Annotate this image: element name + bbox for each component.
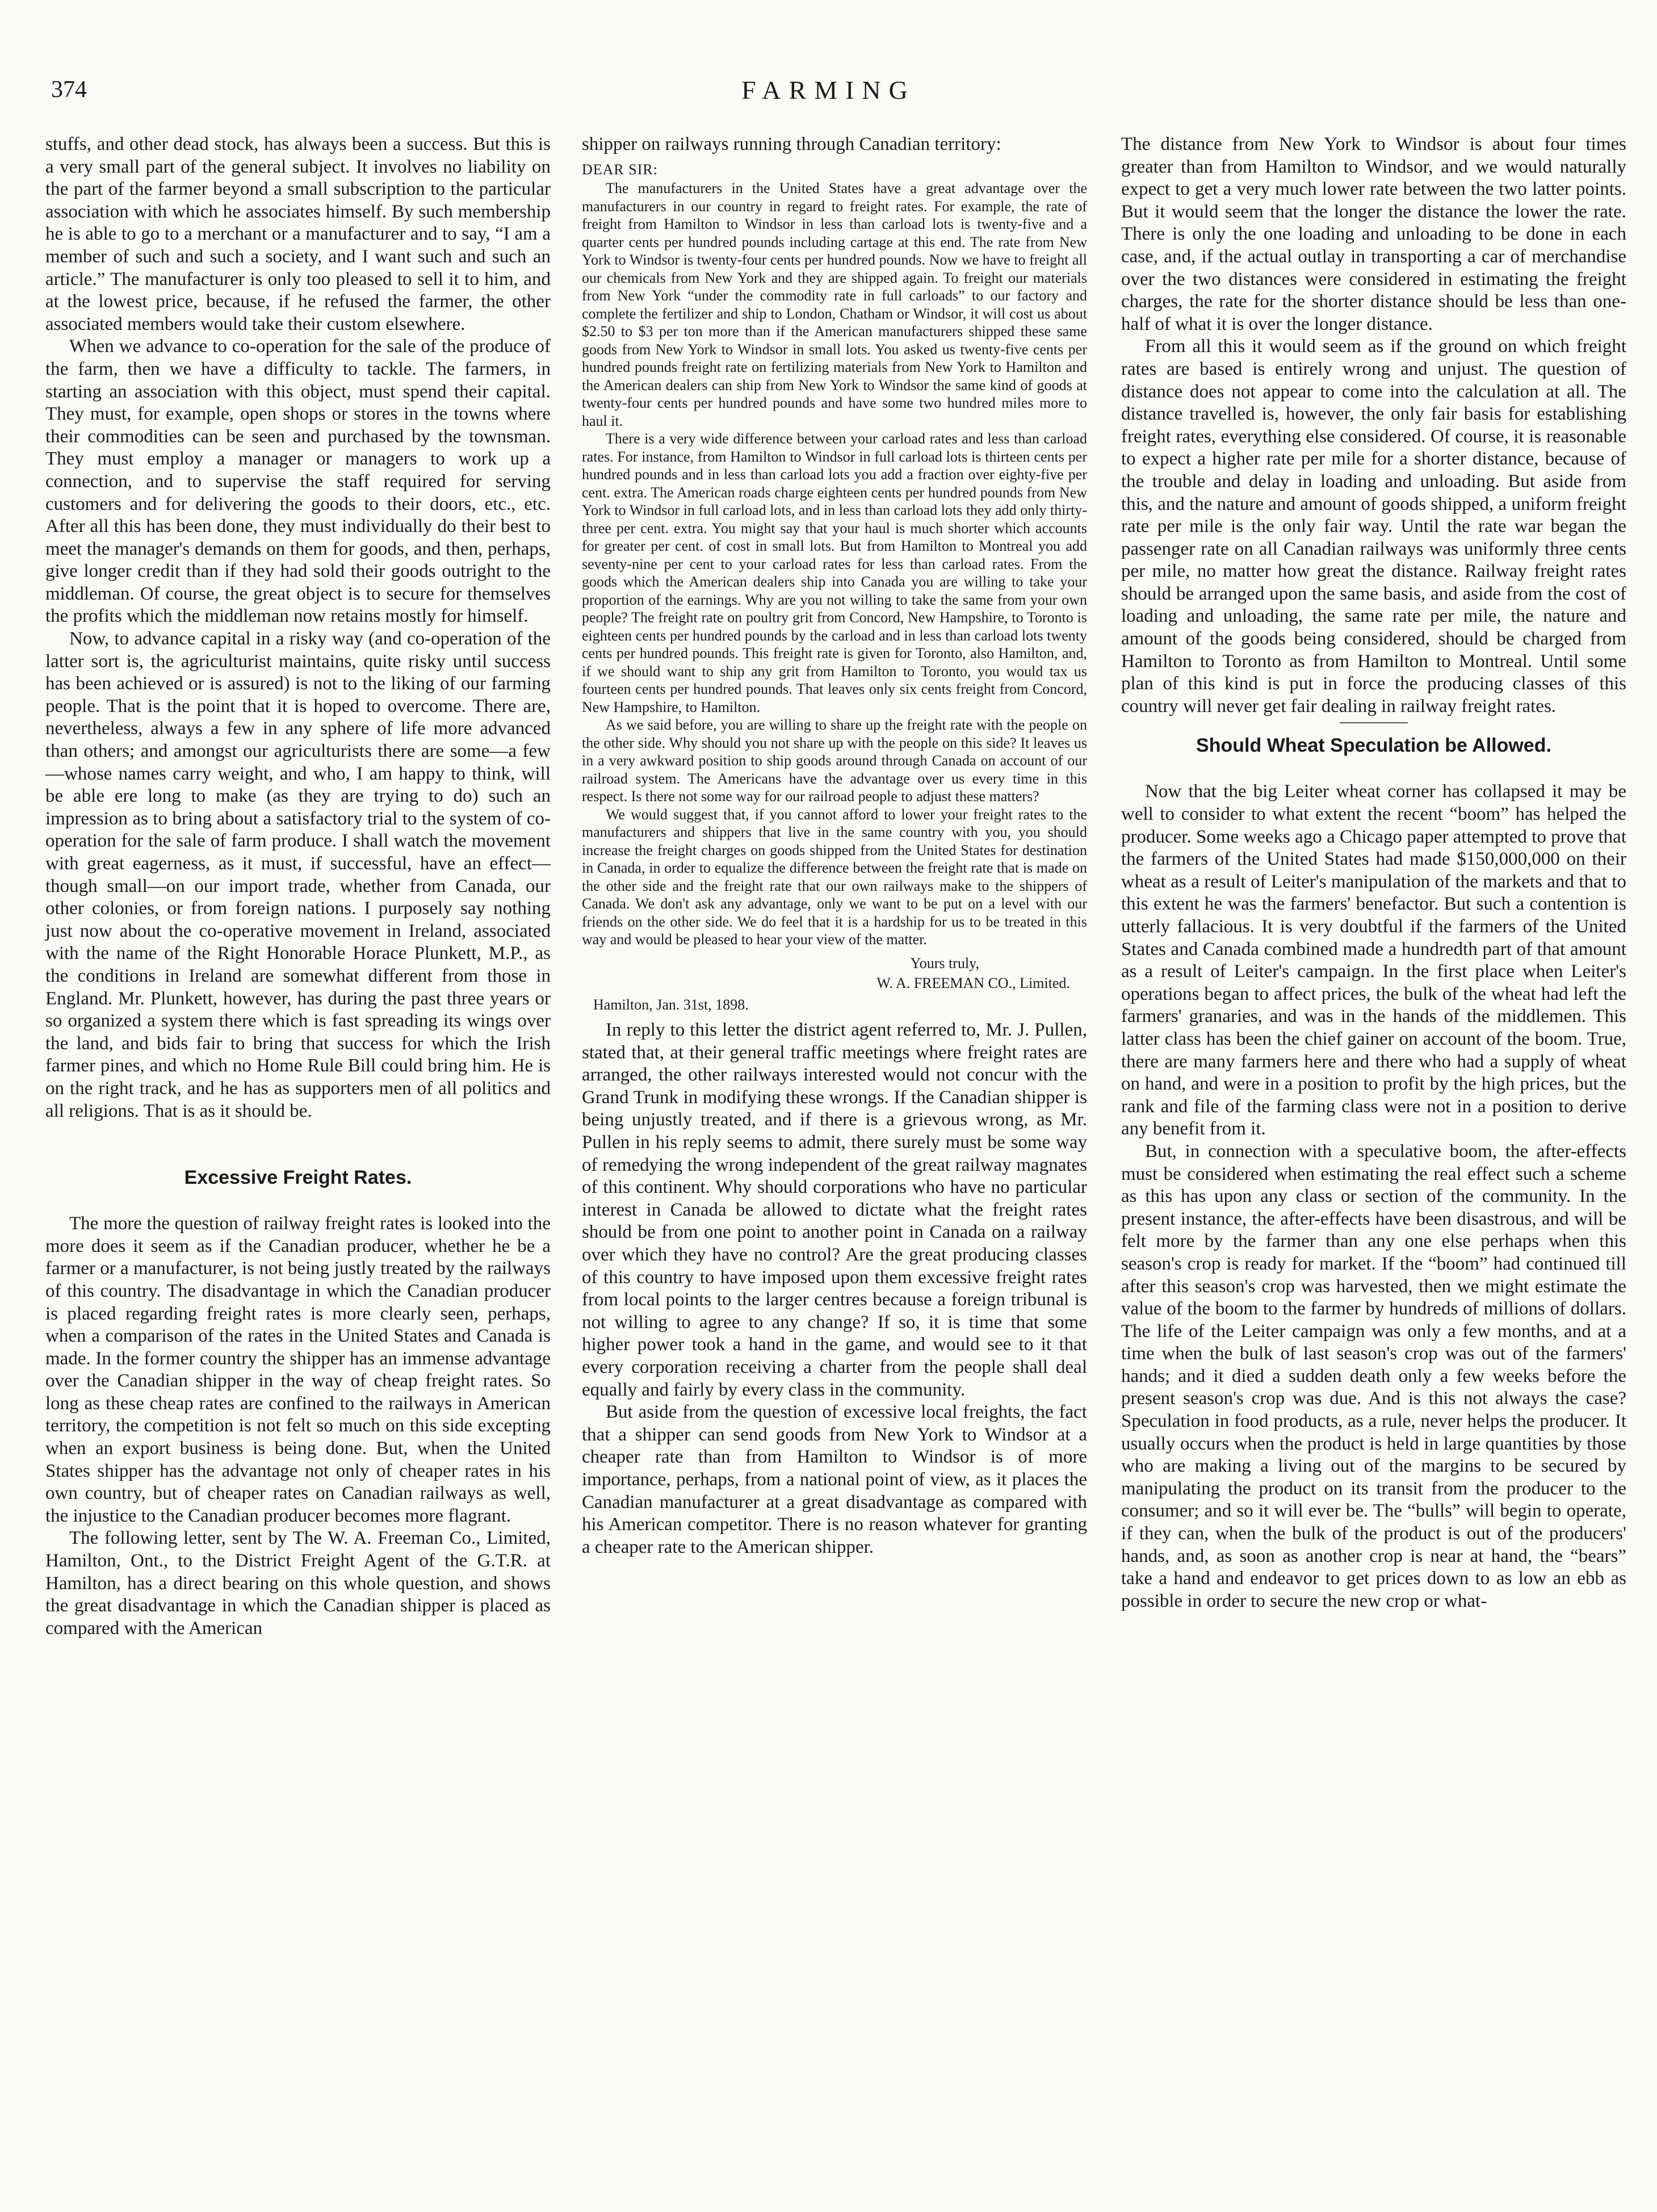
section-heading-wheat-speculation: Should Wheat Speculation be Allowed.	[1196, 735, 1551, 757]
page-number: 374	[51, 77, 87, 103]
section-heading-freight-rates: Excessive Freight Rates.	[184, 1167, 412, 1189]
paragraph: Now, to advance capital in a risky way (and co-operation of the latter sort is, the agriculturist maintains, quite risky until success has been achieved or is assured) is not to the liking of our farming people. That is the point that it is hoped to overcome. There are, nevertheless, always a few in any sphere of life more advanced than others; and amongst our agriculturists there are some—a few—whose names carry weight, and who, I am happy to think, will be able ere long to make (as they are trying to do) such an impression as to bring about a satisfactory trial to the system of co-operation for the sale of farm produce. I shall watch the movement with great eagerness, as it must, if successful, have an effect—though small—on our import trade, whether from Canada, our other colonies, or from foreign nations. I purposely say nothing just now about the co-operative movement in Ireland, associated with the name of the Right Honorable Horace Plunkett, M.P., as the conditions in Ireland are somewhat different from those in England. Mr. Plunkett, however, has during the past three years or so organized a system there which is fast spreading its wings over the land, and bids fair to bring that success for which the Irish farmer pines, and which no Home Rule Bill could bring him. He is on the right track, and he has as supporters men of all politics and all religions. That is as it should be.	[45, 629, 551, 1121]
letter-signature: W. A. FREEMAN CO., Limited.	[876, 975, 1070, 992]
paragraph: The more the question of railway freight rates is looked into the more does it seem as if the Canadian producer, whether he be a farmer or a manufacturer, is not being justly treated by the railways of this country. The disadvantage in which the Canadian producer is placed regarding freight rates is more clearly seen, perhaps, when a comparison of the rates in the United States and Canada is made. In the former country the shipper has an immense advantage over the Canadian shipper in the way of cheap freight rates. So long as these cheap rates are confined to the railways in American territory, the competition is not felt so much on this side excepting when an export business is being done. But, when the United States shipper has the advantage not only of cheaper rates in his own country, but of cheaper rates on Canadian railways as well, the injustice to the Canadian producer becomes more flagrant.	[45, 1213, 551, 1526]
paragraph: The distance from New York to Windsor is about four times greater than from Hamilton to Windsor, and we would naturally expect to get a very much lower rate between the two latter points. But it would seem that the longer the distance the lower the rate. There is only the one loading and unloading to be done in each case, and, if the actual outlay in transporting a car of merchandise over the two distances were considered in estimating the freight charges, the rate for the shorter distance should be less than one-half of what it is over the longer distance.	[1121, 134, 1626, 334]
column-1	[45, 133, 551, 1640]
paragraph: shipper on railways running through Canadian territory:	[582, 134, 1001, 154]
letter-paragraph: The manufacturers in the United States have a great advantage over the manufacturers in our country in regard to freight rates. For example, the rate of freight from Hamilton to Windsor in less than carload lots is twenty-five and a quarter cents per hundred pounds including cartage at this end. The rate from New York to Windsor is twenty-four cents per hundred pounds. Now we have to freight all our chemicals from New York and they are shipped again. To freight our materials from New York “under the commodity rate in full carloads” to our factory and complete the fertilizer and ship to London, Chatham or Windsor, it will cost us about $2.50 to $3 per ton more than if the American manufacturers shipped these same goods from New York to Windsor in small lots. You asked us twenty-five cents per hundred pounds freight rate on fertilizing materials from New York to Hamilton and the American dealers can ship from New York to Windsor the same kind of goods at twenty-four cents per hundred pounds and have some two hundred miles more to haul it.	[582, 180, 1087, 429]
page-header	[45, 68, 1612, 114]
letter-paragraph: As we said before, you are willing to share up the freight rate with the people on the other side. Why should you not share up with the people on this side? It leaves us in a very awkward position to ship goods around through Canada on account of our railroad system. The Americans have the advantage over us every time in this respect. Is there not some way for our railroad people to adjust these matters?	[582, 717, 1087, 805]
paragraph: The following letter, sent by The W. A. Freeman Co., Limited, Hamilton, Ont., to the District Freight Agent of the G.T.R. at Hamilton, has a direct bearing on this whole question, and shows the great disadvantage in which the Canadian shipper is placed as compared with the American	[45, 1528, 551, 1639]
paragraph: stuffs, and other dead stock, has always been a success. But this is a very small part of the general subject. It involves no liability on the part of the farmer beyond a small subscription to the particular association with which he associates himself. By such membership he is able to go to a merchant or a manufacturer and to say, “I am a member of such and such a society, and I want such and such an article.” The manufacturer is only too pleased to sell it to him, and at the lowest price, because, if he refused the farmer, the other associated members would take their custom elsewhere.	[45, 134, 551, 334]
paragraph: But, in connection with a speculative boom, the after-effects must be considered when estimating the real effect such a scheme as this has upon any class or section of the community. In the present instance, the after-effects have been disastrous, and will be felt more by the farmer than any one else perhaps when this season's crop is ready for market. If the “boom” had continued till after this season's crop was harvested, then we might estimate the value of the boom to the farmer by hundreds of millions of dollars. The life of the Leiter campaign was only a few months, and at a time when the bulk of last season's crop was out of the farmers' hands; and it died a sudden death only a few weeks before the present season's crop was due. And is this not always the case? Speculation in food products, as a rule, never helps the producer. It usually occurs when the product is held in large quantities by those who are making a living out of the margins to be secured by manipulating the product on its transit from the producer to the consumer; and so it will ever be. The “bulls” will begin to operate, if they can, when the bulk of the product is out of the producers' hands, and, as soon as another crop is near at hand, the “bears” take a hand and endeavor to get prices down to as low an ebb as possible in order to secure the new crop or what-	[1121, 1141, 1626, 1611]
letter-place-date: Hamilton, Jan. 31st, 1898.	[593, 996, 749, 1013]
paragraph: Now that the big Leiter wheat corner has collapsed it may be well to consider to what extent the recent “boom” has helped the producer. Some weeks ago a Chicago paper attempted to prove that the farmers of the United States had made $150,000,000 on their wheat as a result of Leiter's manipulation of the markets and that to this extent he was the farmers' benefactor. But such a contention is utterly fallacious. It is very doubtful if the farmers of the United States and Canada combined made a hundredth part of that amount as a result of Leiter's campaign. In the first place when Leiter's operations began to affect prices, the bulk of the wheat had left the farmers' granaries, and was in the hands of the middlemen. This latter class has been the chief gainer on account of the boom. True, there are many farmers here and there who had a supply of wheat on hand, and were in a position to profit by the high prices, but the rank and file of the farming class were not in a position to derive any benefit from it.	[1121, 781, 1626, 1139]
letter-paragraph: There is a very wide difference between your carload rates and less than carload rates. For instance, from Hamilton to Windsor in full carload lots is thirteen cents per hundred pounds and in less than carload lots you add a fraction over eighty-five per cent. extra. The American roads charge eighteen cents per hundred pounds from New York to Windsor in full carload lots, and in less than carload lots they add only thirty-three per cent. extra. You might say that your haul is much shorter which accounts for greater per cent. of cost in small lots. But from Hamilton to Montreal you add seventy-nine per cent to your carload rates for less than carload rates. From the goods which the American dealers ship into Canada you are willing to take your proportion of the earnings. Why are you not willing to take the same from your own people? The freight rate on poultry grit from Concord, New Hampshire, to Toronto is eighteen cents per hundred pounds by the carload and in less than carload lots twenty cents per hundred pounds. This freight rate is given for Toronto, also Hamilton, and, if we should want to ship any grit from Hamilton to Toronto, you would tax us fourteen cents per hundred pounds. That leaves only six cents freight from Concord, New Hampshire, to Hamilton.	[582, 430, 1087, 715]
paragraph: In reply to this letter the district agent referred to, Mr. J. Pullen, stated that, at their general traffic meetings where freight rates are arranged, the other railways interested would not concur with the Grand Trunk in modifying these wrongs. If the Canadian shipper is being unjustly treated, and if there is a grievous wrong, as Mr. Pullen in his reply seems to admit, there surely must be some way of remedying the wrong independent of the great railway magnates of this continent. Why should corporations who have no particular interest in Canada be allowed to dictate what the freight rates should be from one point to another point in Canada on a railway over which they have no control? Are the great producing classes of this country to have imposed upon them excessive freight rates from local points to the larger centres because a foreign tribunal is not willing to agree to any change? If so, it is time that some higher power took a hand in the game, and would see to it that every corporation receiving a charter from the people shall deal equally and fairly by every class in the community.	[582, 1020, 1087, 1400]
column-2	[582, 133, 1087, 1559]
section-divider	[1340, 722, 1408, 723]
letter-paragraph: We would suggest that, if you cannot afford to lower your freight rates to the manufacturers and shippers that live in the same country with you, you should increase the freight charges on goods shipped from the United States for destination in Canada, in order to equalize the difference between the freight rate that is made on the other side and the freight rate that our own railways make to the shippers of Canada. We don't ask any advantage, only we want to be put on a level with our friends on the other side. We do feel that it is a hardship for us to be treated in this way and would be pleased to hear your view of the matter.	[582, 806, 1087, 948]
paragraph: From all this it would seem as if the ground on which freight rates are based is entirely wrong and unjust. The question of distance does not appear to come into the calculation at all. The distance travelled is, however, the only fair basis for establishing freight rates, everything else considered. Of course, it is reasonable to expect a higher rate per mile for a shorter distance, because of the trouble and delay in loading and unloading. But aside from this, and the nature and amount of goods shipped, a uniform freight rate per mile is the only fair way. Until the rate war began the passenger rate on all Canadian railways was uniformly three cents per mile, no matter how great the distance. Railway freight rates should be arranged upon the same basis, and aside from the cost of loading and unloading, the same rate per mile, the nature and amount of the goods being considered, should be charged from Hamilton to Toronto as from Hamilton to Montreal. Until some plan of this kind is put in force the producing classes of this country will never get fair dealing in railway freight rates.	[1121, 336, 1626, 717]
paragraph: When we advance to co-operation for the sale of the produce of the farm, then we have a difficulty to tackle. The farmers, in starting an association with this object, must spend their capital. They must, for example, open shops or stores in the towns where their commodities can be seen and purchased by the townsman. They must employ a manager or managers to work up a connection, and to supervise the staff required for serving customers and for delivering the goods to their doors, etc., etc. After all this has been done, they must individually do their best to meet the manager's demands on them for goods, and then, perhaps, give longer credit than if they had sold their goods outright to the middleman. Of course, the great object is to secure for themselves the profits which the middleman now retains mostly for himself.	[45, 336, 551, 627]
letter-salutation: DEAR SIR:	[582, 161, 658, 178]
publication-title: FARMING	[741, 76, 916, 104]
letter-closing: Yours truly,	[910, 954, 979, 971]
paragraph: But aside from the question of excessive local freights, the fact that a shipper can send goods from New York to Windsor at a cheaper rate than from Hamilton to Windsor is of more importance, perhaps, from a national point of view, as it places the Canadian manufacturer at a great disadvantage as compared with his American competitor. There is no reason whatever for granting a cheaper rate to the American shipper.	[582, 1402, 1087, 1557]
column-3	[1121, 133, 1626, 1612]
quoted-letter	[582, 161, 1087, 1014]
